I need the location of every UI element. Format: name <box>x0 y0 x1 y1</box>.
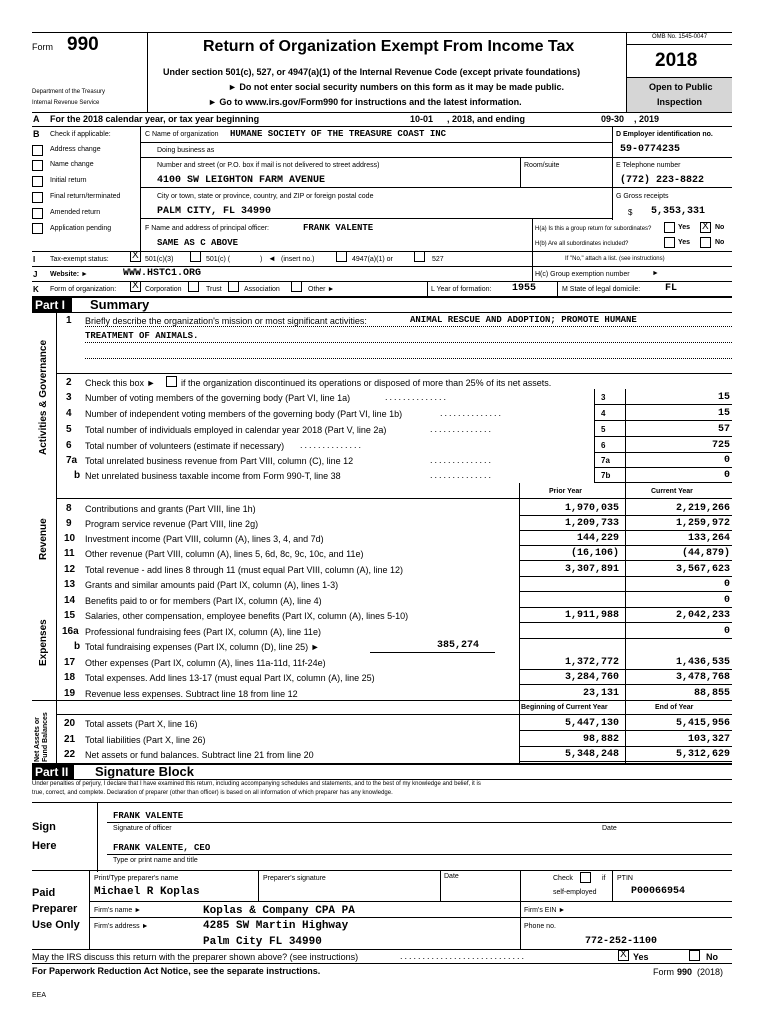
gov-line-box: 6 <box>601 441 606 450</box>
tax-year: 2018 <box>655 50 698 71</box>
gov-line-text: Number of independent voting members of the governing body (Part VI, line 1b) <box>85 409 403 419</box>
domicile-state[interactable]: FL <box>665 283 678 294</box>
side-expenses: Expenses <box>38 619 49 666</box>
application-pending-label: Application pending <box>50 225 112 232</box>
prep-date-label: Date <box>444 873 459 880</box>
line1-text: Briefly describe the organization's mission or most significant activities: <box>85 316 367 326</box>
527-label: 527 <box>432 256 444 263</box>
fin-line-text: Grants and similar amounts paid (Part IX, column (A), lines 1-3) <box>85 580 339 590</box>
fin-prior-value[interactable]: 98,882 <box>582 734 619 745</box>
ein-value[interactable]: 59-0774235 <box>620 144 681 155</box>
fin-line-text: Salaries, other compensation, employee benefits (Part IX, column (A), lines 5-10) <box>85 611 409 621</box>
officer-address[interactable]: SAME AS C ABOVE <box>157 238 239 248</box>
gov-line-text: Total unrelated business revenue from Part VIII, column (C), line 12 <box>85 456 354 466</box>
check-applicable: Check if applicable: <box>50 131 111 138</box>
gov-line-num: 4 <box>66 408 72 419</box>
fin-current-value[interactable]: 5,415,956 <box>675 718 730 729</box>
part1-label: Part I <box>35 298 66 312</box>
gov-line-value[interactable]: 0 <box>723 455 730 466</box>
fin-line-num: 14 <box>64 595 76 606</box>
fin-line-text: Other expenses (Part IX, column (A), lines 11a-11d, 11f-24e) <box>85 658 326 668</box>
year-end: 09-30 <box>601 114 625 124</box>
fin-prior-value[interactable]: (16,106) <box>570 548 619 559</box>
fin-line-num: 22 <box>64 749 76 760</box>
fin-current-value[interactable]: (44,879) <box>681 548 730 559</box>
self-employed-checkbox[interactable] <box>580 872 591 883</box>
other-checkbox[interactable] <box>291 281 302 292</box>
firm-name[interactable]: Koplas & Company CPA PA <box>203 905 355 917</box>
hb-label: H(b) Are all subordinates included? <box>535 241 629 247</box>
fin-prior-value[interactable]: 23,131 <box>582 688 619 699</box>
association-label: Association <box>244 286 280 293</box>
part2-label: Part II <box>35 765 69 779</box>
fin-current-value[interactable]: 1,259,972 <box>675 518 730 529</box>
501c-label: 501(c) ( <box>206 256 231 263</box>
form-word: Form <box>32 42 53 52</box>
discuss-yes-label: Yes <box>633 952 649 962</box>
discuss-no-checkbox[interactable] <box>689 950 700 961</box>
gross-label: G Gross receipts <box>616 193 669 200</box>
firm-phone[interactable]: 772-252-1100 <box>585 936 658 947</box>
part2-title: Signature Block <box>95 764 194 779</box>
hb-no-checkbox[interactable] <box>700 237 711 248</box>
hb-yes-label: Yes <box>678 239 691 246</box>
line-j-letter: J <box>33 270 38 279</box>
line2-text: if the organization discontinued its operations or disposed of more than 25% of its net assets. <box>181 378 552 388</box>
fin-current-value[interactable]: 0 <box>723 595 730 606</box>
fin-line-text: Program service revenue (Part VIII, line 2g) <box>85 519 259 529</box>
open-public: Open to Public <box>649 82 713 92</box>
line2-num: 2 <box>66 377 72 388</box>
fin-line-num: 13 <box>64 579 76 590</box>
ptin-label: PTIN <box>617 875 633 882</box>
inspection: Inspection <box>657 97 703 107</box>
corporation-label: Corporation <box>145 286 182 293</box>
fin-current-value[interactable]: 103,327 <box>687 734 730 745</box>
part1-title: Summary <box>90 297 150 312</box>
fin-line-text: Professional fundraising fees (Part IX, column (A), line 11e) <box>85 627 321 637</box>
ha-yes-checkbox[interactable] <box>664 222 675 233</box>
line-b-letter: B <box>33 129 40 139</box>
dept-treasury: Department of the Treasury <box>32 89 106 95</box>
current-year-header: Current Year <box>651 488 693 495</box>
year-begin: 10-01 <box>410 114 434 124</box>
fin-line-text: Total assets (Part X, line 16) <box>85 719 198 729</box>
fin-line-num: 17 <box>64 657 76 668</box>
fin-line-num: 20 <box>64 718 76 729</box>
fin-current-value[interactable]: 2,042,233 <box>675 610 730 621</box>
line-a-text: For the 2018 calendar year, or tax year beginning <box>50 114 260 124</box>
phone-no-label: Phone no. <box>524 923 556 930</box>
line-i-letter: I <box>33 255 36 264</box>
4947-checkbox[interactable] <box>336 251 347 262</box>
address-change-label: Address change <box>50 146 101 153</box>
gross-value[interactable]: 5,353,331 <box>651 206 706 217</box>
gov-line-dots: .............. <box>440 408 504 418</box>
fin-line-num: 11 <box>64 548 75 559</box>
sign-label: Sign <box>32 821 56 833</box>
gov-line-num: 6 <box>66 440 72 451</box>
fin-line-num: 9 <box>66 518 72 529</box>
association-checkbox[interactable] <box>228 281 239 292</box>
fin-line-num: 16a <box>62 626 79 637</box>
gov-line-text: Net unrelated business taxable income from Form 990-T, line 38 <box>85 471 341 481</box>
gov-line-value[interactable]: 15 <box>717 392 730 403</box>
hc-label: H(c) Group exemption number <box>535 271 630 278</box>
fin-current-value[interactable]: 2,219,266 <box>675 503 730 514</box>
discuss-dots: ............................ <box>400 951 527 961</box>
gov-line-value[interactable]: 57 <box>717 424 730 435</box>
line-a-letter: A <box>33 114 40 124</box>
fin-line-num: 21 <box>64 734 76 745</box>
501c-checkbox[interactable] <box>190 251 201 262</box>
final-return-label: Final return/terminated <box>50 193 121 200</box>
eoy-header: End of Year <box>655 704 694 711</box>
fin-line-num: 18 <box>64 672 76 683</box>
firm-address2[interactable]: Palm City FL 34990 <box>203 936 322 948</box>
hb-no-label: No <box>715 239 725 246</box>
phone-value[interactable]: (772) 223-8822 <box>620 175 705 186</box>
gov-line-value[interactable]: 15 <box>717 408 730 419</box>
here-label: Here <box>32 840 57 852</box>
fin-current-value[interactable]: 133,264 <box>687 533 730 544</box>
insert-arrow-icon: ◄ <box>268 254 276 263</box>
fin-line-text: Total liabilities (Part X, line 26) <box>85 735 206 745</box>
website-label: Website: ► <box>50 271 88 278</box>
line16b-num: b <box>74 641 81 652</box>
501c-close: ) <box>260 256 263 263</box>
instructions-note: ► Go to www.irs.gov/Form990 for instructions and the latest information. <box>208 97 522 107</box>
line2-check: Check this box ► <box>85 378 156 388</box>
side-revenue: Revenue <box>38 518 49 560</box>
fin-current-value[interactable]: 5,312,629 <box>675 749 730 760</box>
sig-date-label: Date <box>602 825 617 832</box>
initial-return-checkbox[interactable] <box>32 176 43 187</box>
fin-line-text: Benefits paid to or for members (Part IX, column (A), line 4) <box>85 596 322 606</box>
gross-dollar: $ <box>628 208 633 217</box>
officer-title[interactable]: FRANK VALENTE, CEO <box>113 843 211 853</box>
room-label: Room/suite <box>524 162 560 169</box>
gov-line-text: Total number of volunteers (estimate if necessary) <box>85 441 285 451</box>
side-activities: Activities & Governance <box>38 339 49 455</box>
form-title: Return of Organization Exempt From Income Tax <box>203 38 575 55</box>
ha-no-checkbox[interactable] <box>700 222 711 233</box>
org-name-label: C Name of organization <box>145 131 219 138</box>
amended-return-label: Amended return <box>50 209 101 216</box>
fin-line-text: Total revenue - add lines 8 through 11 (must equal Part VIII, column (A), line 12) <box>85 565 403 575</box>
domicile-label: M State of legal domicile: <box>562 286 641 293</box>
trust-label: Trust <box>206 286 222 293</box>
fin-current-value[interactable]: 0 <box>723 626 730 637</box>
mission-line2[interactable]: TREATMENT OF ANIMALS. <box>85 331 199 341</box>
omb-number: OMB No. 1545-0047 <box>652 34 708 40</box>
gov-line-value[interactable]: 0 <box>723 470 730 481</box>
hb-yes-checkbox[interactable] <box>664 237 675 248</box>
footer-form-number: 990 <box>677 967 693 977</box>
trust-checkbox[interactable] <box>188 281 199 292</box>
gov-line-dots: .............. <box>430 424 494 434</box>
form-subtitle: Under section 501(c), 527, or 4947(a)(1) of the Internal Revenue Code (except private foundations) <box>163 67 581 77</box>
501c3-label: 501(c)(3) <box>145 256 174 263</box>
discuss-question: May the IRS discuss this return with the preparer shown above? (see instructions) <box>32 952 359 962</box>
fin-current-value[interactable]: 1,436,535 <box>675 657 730 668</box>
fin-prior-value[interactable]: 144,229 <box>576 533 619 544</box>
sig-officer-label: Signature of officer <box>113 825 172 832</box>
fin-prior-value[interactable]: 5,447,130 <box>564 718 619 729</box>
fin-prior-value[interactable]: 1,970,035 <box>564 503 619 514</box>
fin-line-num: 8 <box>66 503 72 514</box>
amended-return-checkbox[interactable] <box>32 208 43 219</box>
line-k-letter: K <box>33 285 39 294</box>
gov-line-box: 4 <box>601 409 606 418</box>
title-label: Type or print name and title <box>113 857 198 864</box>
fin-line-num: 19 <box>64 688 76 699</box>
firm-addr-label: Firm's address ► <box>94 923 149 930</box>
ha-no-label: No <box>715 224 725 231</box>
gov-line-num: 7a <box>66 455 78 466</box>
website-url[interactable]: WWW.HSTC1.ORG <box>123 268 202 279</box>
fin-line-text: Total expenses. Add lines 13-17 (must equal Part IX, column (A), line 25) <box>85 673 375 683</box>
other-label: Other ► <box>308 286 335 293</box>
corporation-checkbox[interactable] <box>130 281 141 292</box>
fin-line-text: Investment income (Part VIII, column (A), lines 3, 4, and 7d) <box>85 534 324 544</box>
gov-line-box: 3 <box>601 393 606 402</box>
paid-label: Paid <box>32 887 56 899</box>
year-end-year: , 2019 <box>634 114 660 124</box>
gov-line-num: 3 <box>66 392 72 403</box>
gov-line-box: 5 <box>601 425 606 434</box>
hc-arrow-icon: ► <box>652 270 659 277</box>
preparer-name[interactable]: Michael R Koplas <box>94 886 200 898</box>
prep-name-label: Print/Type preparer's name <box>94 875 179 882</box>
fin-prior-value[interactable]: 5,348,248 <box>564 749 619 760</box>
street-address[interactable]: 4100 SW LEIGHTON FARM AVENUE <box>157 175 326 186</box>
prior-year-header: Prior Year <box>549 488 582 495</box>
footer-form-year: (2018) <box>697 967 724 977</box>
year-formation[interactable]: 1955 <box>512 283 537 294</box>
street-label: Number and street (or P.O. box if mail is not delivered to street address) <box>157 162 380 169</box>
name-change-label: Name change <box>50 161 94 168</box>
firm-address1[interactable]: 4285 SW Martin Highway <box>203 920 349 932</box>
org-name[interactable]: HUMANE SOCIETY OF THE TREASURE COAST INC <box>230 129 447 139</box>
if-label: if <box>602 875 606 882</box>
fin-prior-value[interactable]: 1,372,772 <box>564 657 619 668</box>
gov-line-box: 7a <box>601 456 610 465</box>
preparer-label: Preparer <box>32 903 78 915</box>
fin-current-value[interactable]: 0 <box>723 579 730 590</box>
fin-current-value[interactable]: 88,855 <box>693 688 730 699</box>
check-label: Check <box>553 875 573 882</box>
527-checkbox[interactable] <box>414 251 425 262</box>
prep-sig-label: Preparer's signature <box>263 875 326 882</box>
use-only-label: Use Only <box>32 919 80 931</box>
fin-prior-value[interactable]: 3,307,891 <box>564 564 619 575</box>
fin-prior-value[interactable]: 1,209,733 <box>564 518 619 529</box>
city-address[interactable]: PALM CITY, FL 34990 <box>157 206 272 217</box>
application-pending-checkbox[interactable] <box>32 223 43 234</box>
boy-header: Beginning of Current Year <box>521 704 608 711</box>
fin-prior-value[interactable]: 1,911,988 <box>564 610 619 621</box>
gov-line-num: b <box>74 470 81 481</box>
dept-irs: Internal Revenue Service <box>32 100 100 106</box>
fin-current-value[interactable]: 3,567,623 <box>675 564 730 575</box>
hb-note: If "No," attach a list. (see instructions) <box>565 256 665 262</box>
side-fund-balances: Fund Balances <box>42 712 49 762</box>
year-formation-label: L Year of formation: <box>431 286 492 293</box>
final-return-checkbox[interactable] <box>32 192 43 203</box>
gov-line-text: Number of voting members of the governing body (Part VI, line 1a) <box>85 393 351 403</box>
form-number: 990 <box>67 34 99 55</box>
footer-form-label: Form <box>653 967 674 977</box>
ha-yes-label: Yes <box>678 224 691 231</box>
eea-label: EEA <box>32 992 47 999</box>
fin-line-num: 10 <box>64 533 76 544</box>
line16b-value[interactable]: 385,274 <box>437 640 480 651</box>
gov-line-dots: .............. <box>385 392 449 402</box>
self-employed-label: self-employed <box>553 889 597 896</box>
ha-label: H(a) Is this a group return for subordinates? <box>535 226 652 232</box>
gov-line-num: 5 <box>66 424 72 435</box>
penalty-line1: Under penalties of perjury, I declare that I have examined this return, including accompanying schedules and statements, and to the best of my knowledge and belief, it is <box>32 781 481 787</box>
gov-line-box: 7b <box>601 471 611 480</box>
firm-ein-label: Firm's EIN ► <box>524 907 566 914</box>
officer-label: F Name and address of principal officer: <box>145 225 269 232</box>
ein-label: D Employer identification no. <box>616 131 713 138</box>
501c3-checkbox[interactable] <box>130 251 141 262</box>
pra-notice: For Paperwork Reduction Act Notice, see the separate instructions. <box>32 966 321 976</box>
tax-status-label: Tax-exempt status: <box>50 256 109 263</box>
fin-line-num: 15 <box>64 610 76 621</box>
fin-line-text: Other revenue (Part VIII, column (A), lines 5, 6d, 8c, 9c, 10c, and 11e) <box>85 549 364 559</box>
fin-prior-value[interactable]: 3,284,760 <box>564 672 619 683</box>
fin-line-text: Revenue less expenses. Subtract line 18 from line 12 <box>85 689 298 699</box>
penalty-line2: true, correct, and complete. Declaration of preparer (other than officer) is based on all information of which preparer has any knowledge. <box>32 790 393 796</box>
city-label: City or town, state or province, country, and ZIP or foreign postal code <box>157 193 374 200</box>
officer-name[interactable]: FRANK VALENTE <box>303 223 374 233</box>
name-change-checkbox[interactable] <box>32 160 43 171</box>
gov-line-text: Total number of individuals employed in calendar year 2018 (Part V, line 2a) <box>85 425 387 435</box>
gov-line-dots: .............. <box>300 440 364 450</box>
firm-name-label: Firm's name ► <box>94 907 142 914</box>
form-org-label: Form of organization: <box>50 286 117 293</box>
line-a-mid: , 2018, and ending <box>447 114 526 124</box>
4947-label: 4947(a)(1) or <box>352 256 393 263</box>
ptin-value[interactable]: P00066954 <box>631 886 686 897</box>
line1-num: 1 <box>66 315 72 326</box>
side-net-assets: Net Assets or <box>34 717 41 762</box>
officer-signature[interactable]: FRANK VALENTE <box>113 811 184 821</box>
ssn-note: ► Do not enter social security numbers on this form as it may be made public. <box>228 82 564 92</box>
address-change-checkbox[interactable] <box>32 145 43 156</box>
phone-label: E Telephone number <box>616 162 681 169</box>
fin-line-text: Net assets or fund balances. Subtract line 21 from line 20 <box>85 750 314 760</box>
discontinued-checkbox[interactable] <box>166 376 177 387</box>
insert-no-label: (insert no.) <box>281 256 315 263</box>
fin-current-value[interactable]: 3,478,768 <box>675 672 730 683</box>
dba-label: Doing business as <box>157 147 215 154</box>
fin-line-num: 12 <box>64 564 76 575</box>
discuss-no-label: No <box>706 952 718 962</box>
discuss-yes-checkbox[interactable] <box>618 950 629 961</box>
fin-line-text: Contributions and grants (Part VIII, line 1h) <box>85 504 256 514</box>
gov-line-value[interactable]: 725 <box>711 440 730 451</box>
mission-line1[interactable]: ANIMAL RESCUE AND ADOPTION; PROMOTE HUMANE <box>410 315 637 325</box>
gov-line-dots: .............. <box>430 470 494 480</box>
initial-return-label: Initial return <box>50 177 87 184</box>
gov-line-dots: .............. <box>430 455 494 465</box>
line16b-text: Total fundraising expenses (Part IX, column (D), line 25) ► <box>85 642 320 652</box>
